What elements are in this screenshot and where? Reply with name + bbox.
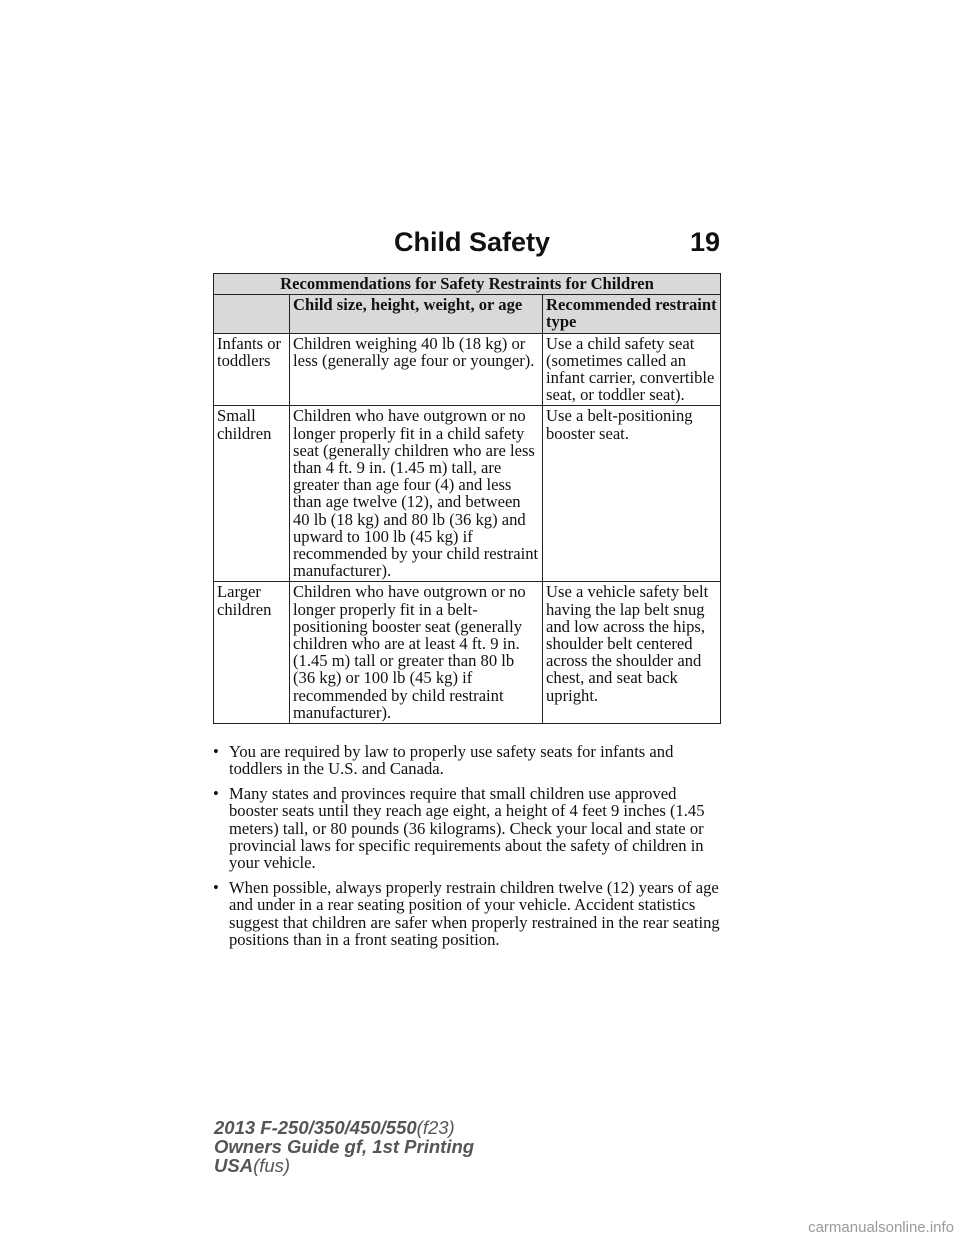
- row-restraint: Use a child safety seat (sometimes called an infant carrier, convertible seat, or toddler seat).: [543, 333, 721, 406]
- bullet-text: You are required by law to properly use safety seats for infants and toddlers in the U.S. and Canada.: [229, 742, 674, 779]
- footer-model-code: (f23): [416, 1117, 455, 1138]
- section-title: Child Safety: [394, 227, 551, 257]
- footer-market: USA: [214, 1155, 254, 1176]
- row-size: Children who have outgrown or no longer properly fit in a belt-positioning booster seat (generally children who are at least 4 ft. 9 in. (1.45 m) tall or greater than 80 lb (36 kg) or 100 lb (45 kg) if recommended by child restraint manufacturer).: [290, 582, 543, 724]
- table-row: [214, 582, 721, 724]
- row-category: Infants or toddlers: [214, 333, 290, 406]
- row-size: Children weighing 40 lb (18 kg) or less (generally age four or younger).: [290, 333, 543, 406]
- page-number: 19: [689, 227, 720, 257]
- restraints-table: [213, 273, 721, 724]
- bullet-icon: •: [213, 783, 219, 803]
- footer-market-code: (fus): [253, 1155, 291, 1176]
- footer-line-printing: Owners Guide gf, 1st Printing: [214, 1136, 475, 1157]
- list-item: [213, 785, 728, 872]
- column-header-category: [214, 295, 290, 333]
- table-caption: Recommendations for Safety Restraints for Children: [214, 274, 721, 295]
- print-footer: [214, 1118, 474, 1175]
- column-header-restraint: Recommended restraint type: [543, 295, 721, 333]
- bullet-text: Many states and provinces require that small children use approved booster seats until they reach age eight, a height of 4 feet 9 inches (1.45 meters) tall, or 80 pounds (36 kilograms). Check your local and state or provincial laws for specific requirements about the safety of children in your vehicle.: [229, 783, 705, 873]
- row-size: Children who have outgrown or no longer properly fit in a child safety seat (generally children who are less than 4 ft. 9 in. (1.45 m) tall, are greater than age four (4) and less than age twelve (12), and between 40 lb (18 kg) and 80 lb (36 kg) and upward to 100 lb (45 kg) if recommended by your child restraint manufacturer).: [290, 406, 543, 582]
- footer-line-market: [214, 1156, 474, 1175]
- bullet-list: [213, 743, 728, 955]
- footer-model: 2013 F-250/350/450/550: [214, 1117, 417, 1138]
- bullet-icon: •: [213, 877, 219, 897]
- table-row: [214, 333, 721, 406]
- list-item: [213, 879, 728, 949]
- page-header: [214, 227, 720, 261]
- table-row: [214, 406, 721, 582]
- watermark-text: carmanualsonline.info: [808, 1219, 954, 1236]
- row-restraint: Use a belt-positioning booster seat.: [543, 406, 721, 582]
- row-category: Small children: [214, 406, 290, 582]
- row-restraint: Use a vehicle safety belt having the lap belt snug and low across the hips, shoulder belt centered across the shoulder and chest, and seat back upright.: [543, 582, 721, 724]
- bullet-icon: •: [213, 742, 219, 761]
- column-header-size: Child size, height, weight, or age: [290, 295, 543, 333]
- table-caption-row: [214, 274, 721, 295]
- footer-line-model: [214, 1118, 474, 1137]
- table-header-row: [214, 295, 721, 333]
- list-item: [213, 743, 728, 778]
- bullet-text: When possible, always properly restrain children twelve (12) years of age and under in a rear seating position of your vehicle. Accident statistics suggest that children are safer when properly restrained in the rear seating positions than in a front seating position.: [229, 877, 720, 950]
- row-category: Larger children: [214, 582, 290, 724]
